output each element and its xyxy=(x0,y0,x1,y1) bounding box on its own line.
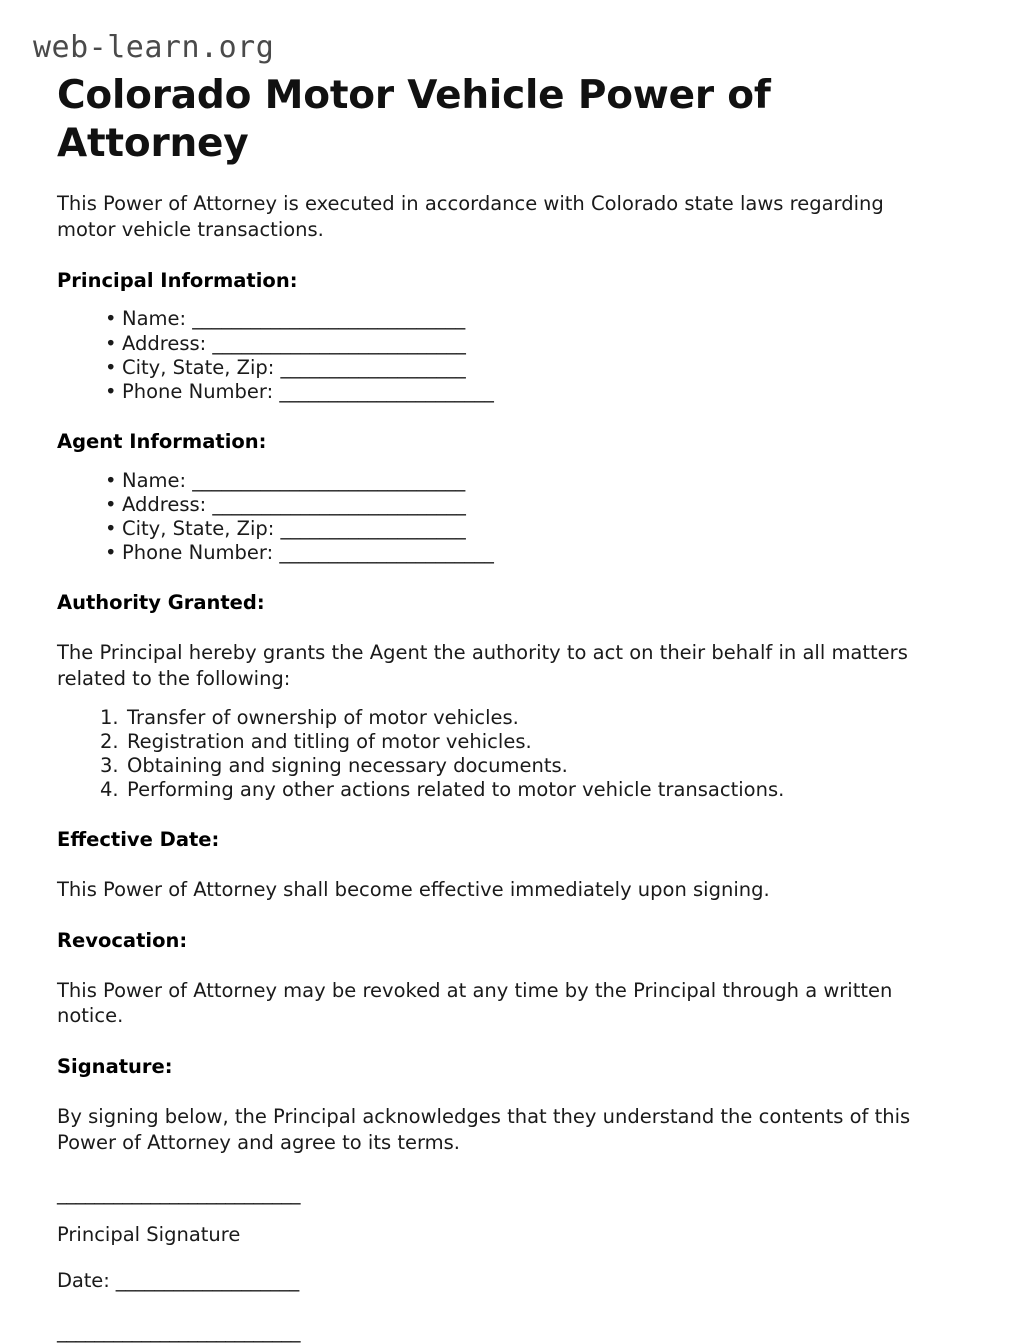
principal-date-field: Date: ___________________ xyxy=(57,1268,300,1292)
principal-information-heading: Principal Information: xyxy=(57,268,298,292)
principal-field-list xyxy=(57,293,968,404)
list-item: • Address: __________________________ xyxy=(105,332,968,356)
principal-signature-rule: __________________________ xyxy=(57,1182,301,1206)
list-item: Registration and titling of motor vehicles. xyxy=(127,729,532,753)
list-item: • City, State, Zip: ___________________ xyxy=(105,356,968,380)
agent-information-heading: Agent Information: xyxy=(57,430,267,454)
authority-granted-heading: Authority Granted: xyxy=(57,591,265,615)
intro-paragraph: This Power of Attorney is executed in accordance with Colorado state laws regarding motor vehicle transactions. xyxy=(57,192,884,241)
list-item: • Name: ____________________________ xyxy=(105,307,968,331)
effective-date-heading: Effective Date: xyxy=(57,828,220,852)
list-item: Obtaining and signing necessary documents. xyxy=(127,754,568,778)
signature-heading: Signature: xyxy=(57,1055,173,1079)
list-item: Performing any other actions related to motor vehicle transactions. xyxy=(127,778,785,802)
list-item: • Name: ____________________________ xyxy=(105,469,968,493)
list-item: • City, State, Zip: ___________________ xyxy=(105,517,968,541)
authority-item-list xyxy=(57,692,968,803)
list-item: • Phone Number: ______________________ xyxy=(105,380,968,404)
agent-signature-rule: __________________________ xyxy=(57,1320,301,1344)
principal-signature-caption: Principal Signature xyxy=(57,1223,241,1247)
list-item: Transfer of ownership of motor vehicles. xyxy=(127,705,519,729)
agent-field-list xyxy=(57,455,968,566)
signature-paragraph: By signing below, the Principal acknowledges that they understand the contents of this Power of Attorney and agree to its terms. xyxy=(57,1104,911,1154)
list-item: • Phone Number: ______________________ xyxy=(105,541,968,565)
site-watermark: web-learn.org xyxy=(33,30,275,65)
page-title: Colorado Motor Vehicle Power of Attorney xyxy=(57,73,771,166)
effective-date-paragraph: This Power of Attorney shall become effective immediately upon signing. xyxy=(57,878,770,902)
authority-intro-paragraph: The Principal hereby grants the Agent the authority to act on their behalf in all matters related to the following: xyxy=(57,641,908,690)
revocation-heading: Revocation: xyxy=(57,928,188,952)
revocation-paragraph: This Power of Attorney may be revoked at any time by the Principal through a written notice. xyxy=(57,978,893,1028)
list-item: • Address: __________________________ xyxy=(105,493,968,517)
